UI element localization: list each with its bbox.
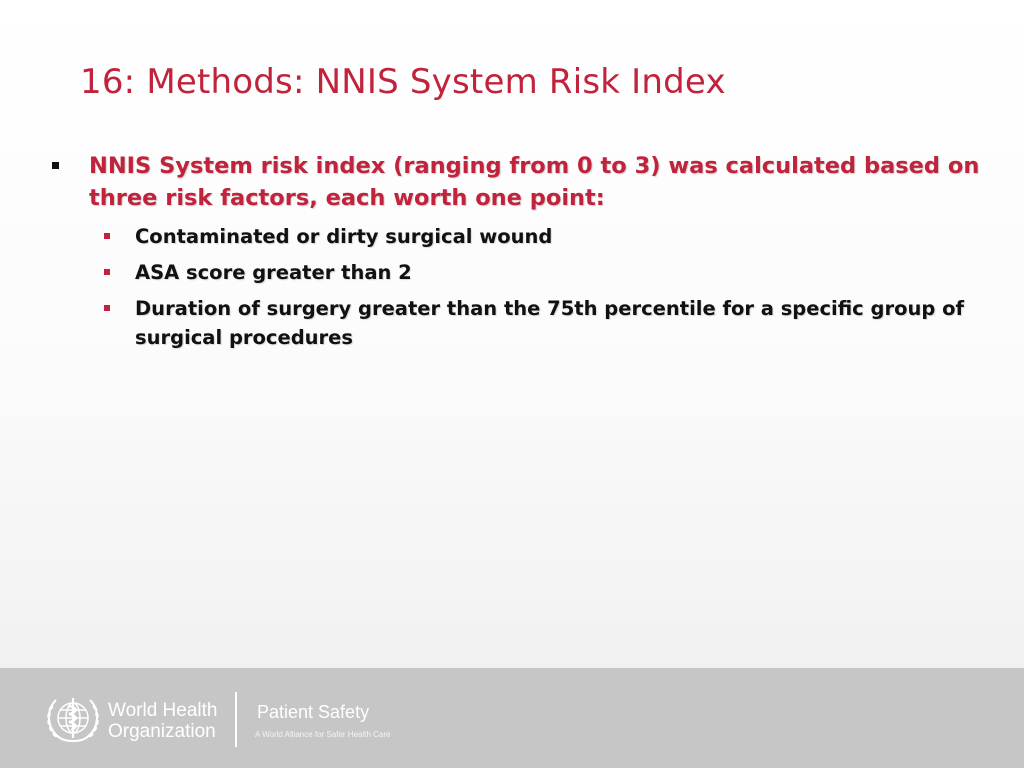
square-bullet-icon [52,162,59,169]
risk-factor-item [44,258,984,287]
risk-factor-text: ASA score greater than 2 [135,261,412,284]
patient-safety-title: Patient Safety [257,702,370,722]
slide-content [44,150,984,359]
footer-bar [0,668,1024,768]
patient-safety-tagline: A World Alliance for Safer Health Care [255,730,391,739]
who-emblem-icon [42,692,104,744]
footer-divider [235,692,237,747]
square-bullet-icon [104,233,110,239]
square-bullet-icon [104,305,110,311]
risk-factor-text: Contaminated or dirty surgical wound [135,225,553,248]
square-bullet-icon [104,269,110,275]
risk-factor-item [44,222,984,251]
main-bullet-text: NNIS System risk index (ranging from 0 to 3) was calculated based on three risk factors, each worth one point: [89,153,980,211]
risk-factor-list [44,222,984,352]
who-name-line2: Organization [108,721,216,742]
risk-factor-item [44,294,984,352]
risk-factor-text: Duration of surgery greater than the 75th percentile for a specific group of surgical procedures [135,297,965,349]
slide-title: 16: Methods: NNIS System Risk Index [80,62,726,102]
main-bullet [44,150,984,214]
who-name-line1: World Health [108,700,218,721]
